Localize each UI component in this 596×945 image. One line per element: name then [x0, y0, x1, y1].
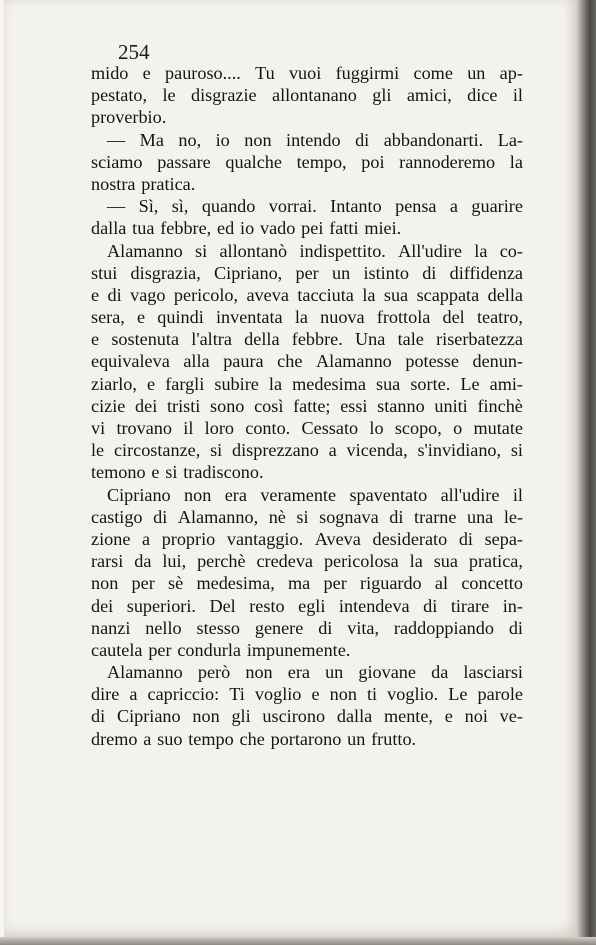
text-line: castigo di Alamanno, nè si sognava di trarne una le- — [91, 506, 523, 527]
page-bottom-edge — [0, 937, 596, 945]
text-line: dire a capriccio: Ti voglio e non ti voglio. Le parole — [91, 684, 523, 705]
text-line: non per sè medesima, ma per riguardo al concetto — [91, 573, 523, 594]
body-text — [91, 62, 523, 750]
page-edge-shadow — [576, 0, 596, 945]
text-line: equivaleva alla paura che Alamanno potesse denun- — [91, 351, 523, 372]
text-line: di Cipriano non gli uscirono dalla mente, e noi ve- — [91, 706, 523, 727]
text-line: vi trovano il loro conto. Cessato lo scopo, o mutate — [91, 418, 523, 438]
text-line: e di vago pericolo, aveva tacciuta la sua scappata della — [91, 284, 523, 305]
text-line: Alamanno però non era un giovane da lasciarsi — [107, 662, 523, 683]
text-line: — Sì, sì, quando vorrai. Intanto pensa a guarire — [107, 196, 523, 217]
text-line: cautela per condurla impunemente. — [91, 639, 351, 660]
text-line: proverbio. — [91, 107, 167, 128]
text-line: e sostenuta l'altra della febbre. Una tale riserbatezza — [91, 329, 523, 350]
book-page — [4, 0, 577, 938]
text-line: dalla tua febbre, ed io vado pei fatti miei. — [91, 218, 402, 239]
text-line: dremo a suo tempo che portarono un frutto. — [91, 728, 417, 749]
text-line: — Ma no, io non intendo di abbandonarti. La- — [107, 129, 523, 150]
text-line: pestato, le disgrazie allontanano gli amici, dice il — [91, 85, 523, 106]
text-line: cizie dei tristi sono così fatte; essi stanno uniti finchè — [91, 395, 523, 416]
text-line: nostra pratica. — [91, 173, 196, 194]
text-line: Cipriano non era veramente spaventato all'udire il — [107, 484, 523, 505]
text-line: Alamanno si allontanò indispettito. All'udire la co- — [107, 240, 523, 261]
text-line: stui disgrazia, Cipriano, per un istinto di diffidenza — [91, 262, 523, 283]
page-number: 254 — [118, 40, 150, 64]
text-line: sciamo passare qualche tempo, poi rannoderemo la — [91, 151, 523, 172]
text-line: zione a proprio vantaggio. Aveva desiderato di sepa- — [91, 528, 523, 549]
text-line: le circostanze, si disprezzano a vicenda, s'invidiano, si — [91, 440, 523, 461]
text-line: dei superiori. Del resto egli intendeva di tirare in- — [91, 595, 523, 616]
text-line: nanzi nello stesso genere di vita, raddoppiando di — [91, 617, 523, 638]
text-line: ziarlo, e fargli subire la medesima sua sorte. Le ami- — [91, 373, 523, 394]
text-line: rarsi da lui, perchè credeva pericolosa la sua pratica, — [91, 551, 523, 572]
text-line: temono e si tradiscono. — [91, 462, 264, 483]
text-line: sera, e quindi inventata la nuova frottola del teatro, — [91, 307, 523, 328]
text-line: mido e pauroso.... Tu vuoi fuggirmi come un ap- — [91, 63, 523, 83]
